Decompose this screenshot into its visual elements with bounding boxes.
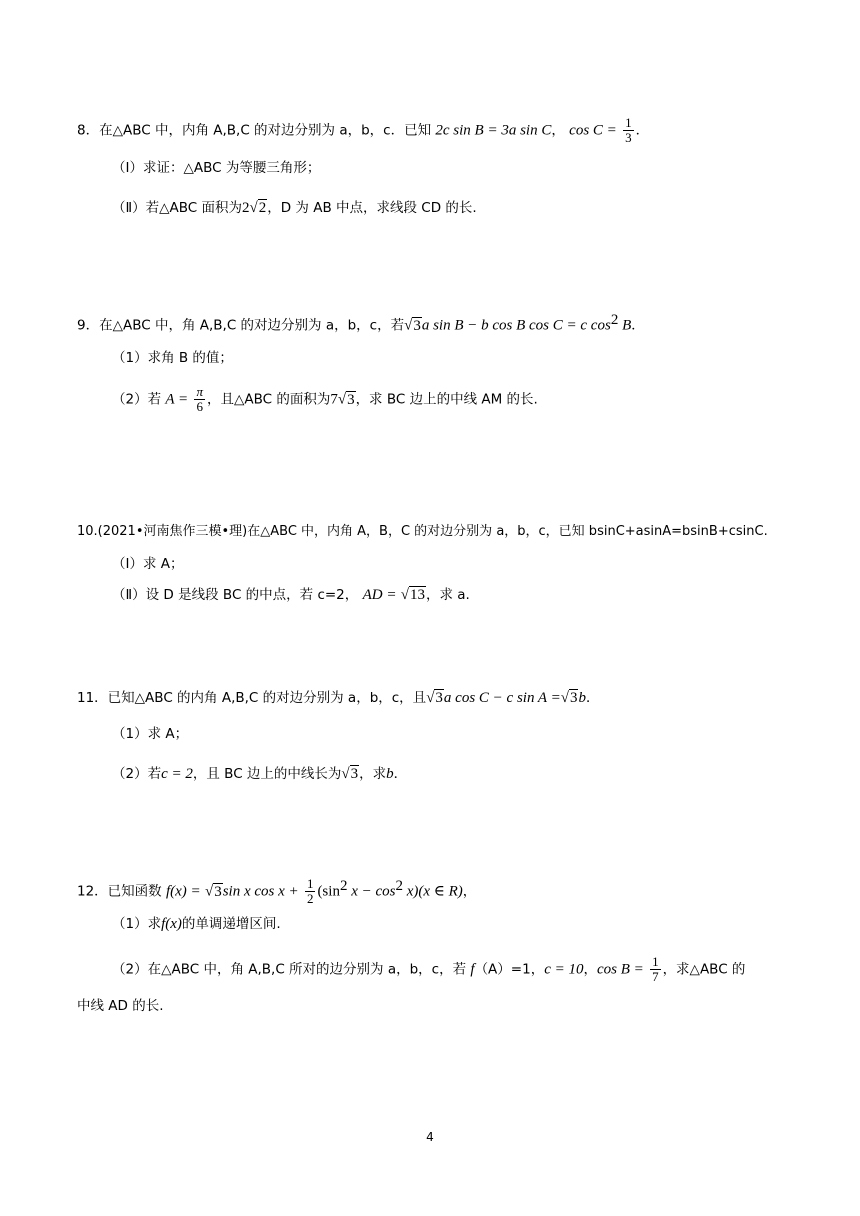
- q9-part2: （2）若 A = $\frac{\pi}{6}$ ，且△ABC 的面积为7√3，求 BC 边上的中线 AM 的长.: [112, 384, 538, 414]
- page-number: 4: [426, 1130, 434, 1144]
- q11-stem: 11．已知△ABC 的内角 A,B,C 的对边分别为 a，b，c，且√3a cos C − c sin A =√3b．: [77, 690, 600, 706]
- q10-stem: 10.(2021•河南焦作三模•理)在△ABC 中，内角 A，B，C 的对边分别为 a，b，c，已知 bsinC+asinA=bsinB+csinC.: [77, 524, 768, 539]
- q10-part1: （Ⅰ）求 A；: [112, 556, 184, 572]
- q10-part2: （Ⅱ）设 D 是线段 BC 的中点，若 c=2， AD = √13，求 a.: [112, 587, 470, 603]
- q11-part1: （1）求 A；: [112, 726, 189, 742]
- q8-part2: （Ⅱ）若△ABC 面积为2√2，D 为 AB 中点，求线段 CD 的长.: [112, 200, 477, 216]
- q9-stem: 9．在△ABC 中，角 A,B,C 的对边分别为 a，b，c，若√3a sin B − b cos B cos C = c $\cos^2 B$．: [77, 312, 645, 334]
- q12-part2-cont: 中线 AD 的长.: [77, 998, 164, 1014]
- fraction: $\frac{1}{3}$: [625, 115, 632, 145]
- q8-part1: （Ⅰ）求证：△ABC 为等腰三角形；: [112, 160, 321, 176]
- q8-stem: 8．在△ABC 中，内角 A,B,C 的对边分别为 a，b，c．已知 2c sin B = 3a sin C， cos C = $\frac{1}{3}$ ．: [77, 115, 650, 145]
- q11-part2: （2）若c = 2，且 BC 边上的中线长为√3，求b．: [112, 766, 408, 782]
- q12-part2: （2）在△ABC 中，角 A,B,C 所对的边分别为 a，b，c，若 f（A）=1，c = 10，cos B = $\frac{1}{7}$ ，求△ABC 的: [112, 954, 746, 984]
- q12-part1: （1）求f(x)的单调递增区间.: [112, 916, 281, 932]
- q12-stem: 12．已知函数 f(x) = √3sin x cos x + $\frac{1}{2}$ ($\sin^2$ $x - \cos^2 x)(x$ ∈ R)，: [77, 876, 477, 906]
- q9-part1: （1）求角 B 的值；: [112, 350, 233, 366]
